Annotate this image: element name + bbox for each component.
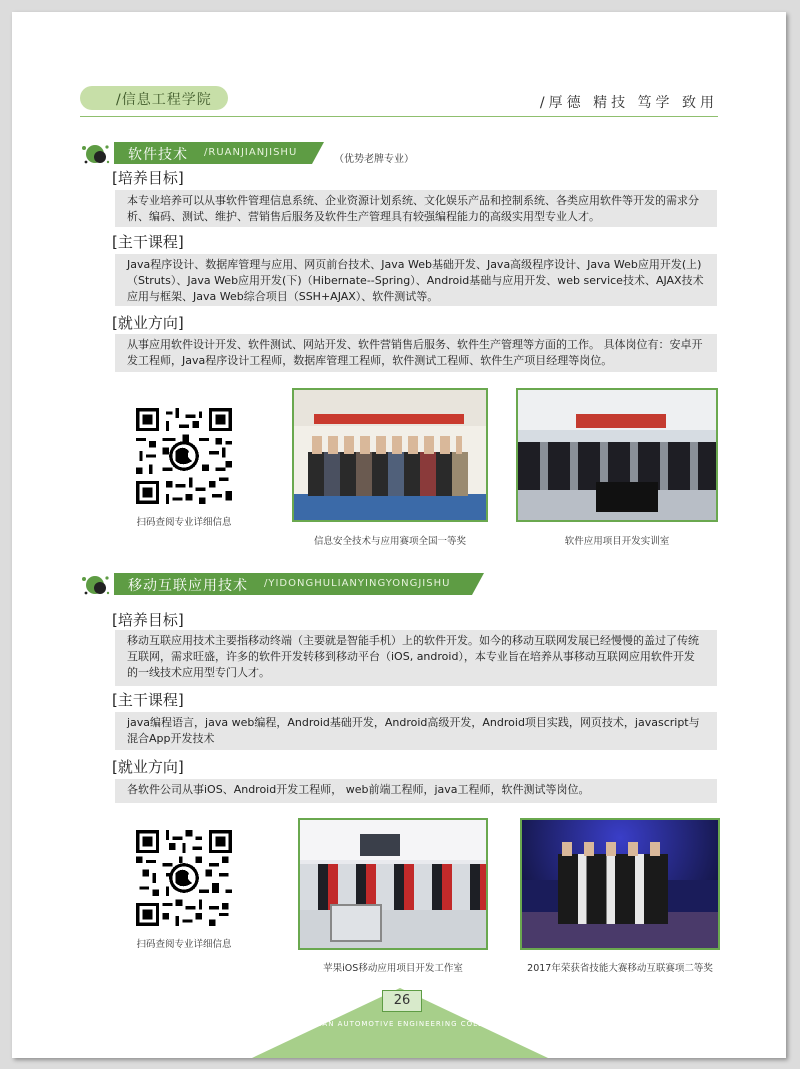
job-label: [就业方向] [112, 314, 184, 332]
competition-award-photo [520, 818, 720, 950]
goal-text: 本专业培养可以从事软件管理信息系统、企业资源计划系统、文化娱乐产品和控制系统、各类应用软件等开发的需求分析、编码、测试、维护、营销售后服务及软件生产管理具有较强编程能力的高级实用型专业人才。 [115, 190, 717, 227]
section-title: 软件技术 [128, 147, 188, 163]
section-title: 移动互联应用技术 [128, 578, 248, 594]
brochure-page [12, 12, 786, 1058]
section-title-bar-software [114, 142, 312, 164]
page-number: 26 [382, 990, 422, 1012]
photo-caption: 软件应用项目开发实训室 [564, 536, 670, 547]
award-group-photo [292, 388, 488, 522]
section-tag: （优势老牌专业） [334, 154, 414, 165]
goal-label: [培养目标] [112, 611, 184, 629]
job-text: 从事应用软件设计开发、软件测试、网站开发、软件营销售后服务、软件生产管理等方面的工作。 具体岗位有：安卓开发工程师，Java程序设计工程师，数据库管理工程师，软件测试工程师、软件生产项目经理等岗位。 [115, 334, 717, 372]
job-label: [就业方向] [112, 758, 184, 776]
qr-code-icon[interactable] [136, 408, 232, 504]
job-text: 各软件公司从事iOS、Android开发工程师， web前端工程师，java工程师，软件测试等岗位。 [115, 779, 717, 803]
goal-text: 移动互联应用技术主要指移动终端（主要就是智能手机）上的软件开发。如今的移动互联网发展已经慢慢的盖过了传统互联网，需求旺盛，许多的软件开发转移到移动平台（iOS, android），本专业旨在培养从事移动互联网应用软件开发的一线技术应用型专门人才。 [115, 630, 717, 686]
course-label: [主干课程] [112, 691, 184, 709]
qr-code-icon[interactable] [136, 830, 232, 926]
header-divider [80, 116, 718, 117]
qr-caption: 扫码查阅专业详细信息 [136, 517, 232, 528]
course-text: java编程语言，java web编程，Android基础开发，Android高级开发，Android项目实践，网页技术，javascript与混合App开发技术 [115, 712, 717, 750]
goal-label: [培养目标] [112, 169, 184, 187]
ink-splash-icon [78, 140, 112, 168]
ink-splash-icon [78, 571, 112, 599]
photo-caption: 苹果iOS移动应用项目开发工作室 [323, 963, 463, 974]
department-tab [80, 86, 228, 110]
course-label: [主干课程] [112, 233, 184, 251]
section-pinyin: /RUANJIANJISHU [204, 147, 298, 158]
college-name: HUNAN AUTOMOTIVE ENGINEERING COLLEGE [303, 1020, 501, 1028]
ios-studio-photo [298, 818, 488, 950]
department-name: /信息工程学院 [116, 92, 212, 108]
photo-caption: 2017年荣获省技能大赛移动互联赛项二等奖 [527, 963, 713, 974]
qr-caption: 扫码查阅专业详细信息 [136, 939, 232, 950]
school-motto: /厚德 精技 笃学 致用 [539, 95, 718, 111]
section-pinyin: /YIDONGHULIANYINGYONGJISHU [264, 578, 451, 589]
photo-caption: 信息安全技术与应用赛项全国一等奖 [313, 536, 466, 547]
course-text: Java程序设计、数据库管理与应用、网页前台技术、Java Web基础开发、Java高级程序设计、Java Web应用开发(上)（Struts）、Java Web应用开发(下)（Hibernate--Spring）、Android基础与应用开发、web service技术、AJAX技术应用与框架、Java Web综合项目（SSH+AJAX）、软件测试等。 [115, 254, 717, 306]
section-title-bar-mobile [114, 573, 472, 595]
training-lab-photo [516, 388, 718, 522]
